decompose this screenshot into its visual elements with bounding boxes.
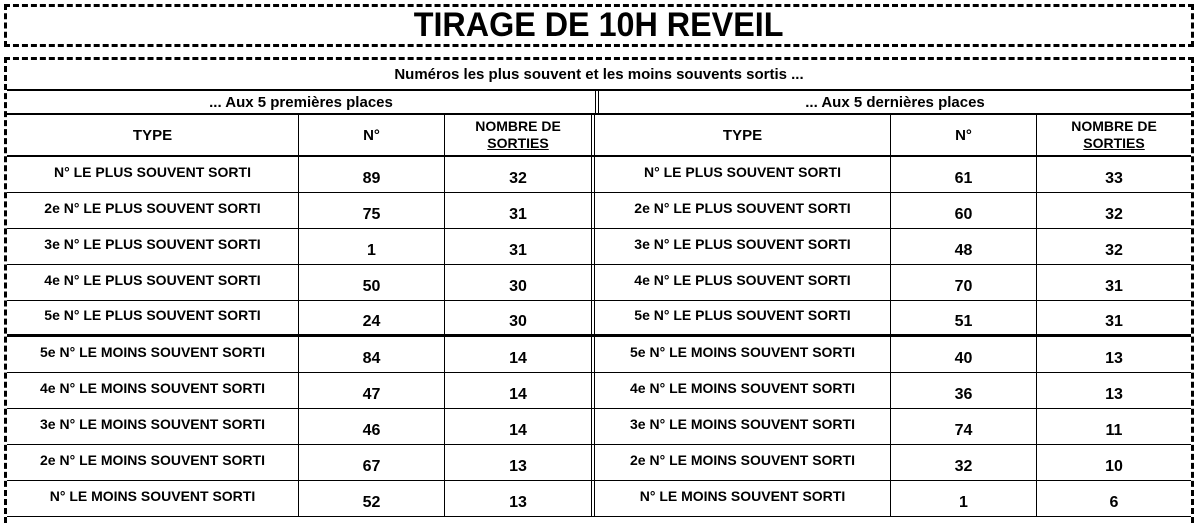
row-count-left: 13 — [445, 481, 595, 516]
column-header-count-line2: SORTIES — [487, 135, 549, 151]
row-number-left: 47 — [299, 373, 445, 408]
row-type-right: 5e N° LE MOINS SOUVENT SORTI — [595, 337, 891, 372]
row-type-left: 5e N° LE MOINS SOUVENT SORTI — [7, 337, 299, 372]
row-count-right: 6 — [1109, 493, 1119, 511]
row-number-left: 24 — [299, 301, 445, 334]
row-type-left: 4e N° LE PLUS SOUVENT SORTI — [7, 265, 299, 300]
row-type-right: 3e N° LE MOINS SOUVENT SORTI — [595, 409, 891, 444]
row-count-right: 32 — [1105, 205, 1123, 223]
row-number-right: 48 — [891, 229, 1037, 264]
row-type-right: 4e N° LE PLUS SOUVENT SORTI — [595, 265, 891, 300]
row-type-left: N° LE MOINS SOUVENT SORTI — [7, 481, 299, 516]
row-count-left: 31 — [445, 193, 595, 228]
column-header-num-left: N° — [299, 115, 445, 155]
row-count-left: 13 — [445, 445, 595, 480]
section-headings-row — [7, 91, 1191, 115]
row-type-right: 2e N° LE MOINS SOUVENT SORTI — [595, 445, 891, 480]
row-number-right: 1 — [891, 481, 1037, 516]
row-type-left: 5e N° LE PLUS SOUVENT SORTI — [7, 301, 299, 334]
column-header-type-right: TYPE — [595, 115, 891, 155]
table-subtitle: Numéros les plus souvent et les moins souvents sortis ... — [394, 66, 804, 83]
row-count-left: 30 — [445, 265, 595, 300]
row-count-left: 14 — [445, 409, 595, 444]
row-count-right: 33 — [1105, 169, 1123, 187]
row-count-right: 31 — [1105, 277, 1123, 295]
row-type-right: N° LE PLUS SOUVENT SORTI — [595, 157, 891, 192]
row-count-right: 31 — [1105, 312, 1123, 330]
row-number-right: 40 — [891, 337, 1037, 372]
column-header-num-right: N° — [891, 115, 1037, 155]
row-type-right: 2e N° LE PLUS SOUVENT SORTI — [595, 193, 891, 228]
left-section-heading: ... Aux 5 premières places — [7, 91, 599, 113]
row-type-left: N° LE PLUS SOUVENT SORTI — [7, 157, 299, 192]
row-count-left: 14 — [445, 373, 595, 408]
row-type-left: 2e N° LE MOINS SOUVENT SORTI — [7, 445, 299, 480]
row-number-right: 51 — [891, 301, 1037, 334]
row-number-left: 50 — [299, 265, 445, 300]
table-row — [7, 337, 1191, 373]
row-number-left: 75 — [299, 193, 445, 228]
row-type-left: 2e N° LE PLUS SOUVENT SORTI — [7, 193, 299, 228]
row-type-right: N° LE MOINS SOUVENT SORTI — [595, 481, 891, 516]
row-type-right: 4e N° LE MOINS SOUVENT SORTI — [595, 373, 891, 408]
stats-table — [4, 57, 1194, 523]
table-row — [7, 301, 1191, 337]
row-count-left: 32 — [445, 157, 595, 192]
row-type-right: 5e N° LE PLUS SOUVENT SORTI — [595, 301, 891, 334]
table-row — [7, 445, 1191, 481]
row-count-left: 30 — [445, 301, 595, 334]
right-section-heading: ... Aux 5 dernières places — [805, 93, 985, 111]
row-number-right: 36 — [891, 373, 1037, 408]
row-number-right: 74 — [891, 409, 1037, 444]
row-count-right: 13 — [1105, 349, 1123, 367]
column-header-count-right — [1037, 115, 1191, 155]
table-row — [7, 157, 1191, 193]
table-row — [7, 265, 1191, 301]
column-headers-row — [7, 115, 1191, 157]
row-number-right: 60 — [891, 193, 1037, 228]
row-count-left: 14 — [445, 337, 595, 372]
table-subtitle-row — [7, 60, 1191, 91]
table-row — [7, 481, 1191, 517]
row-count-right: 13 — [1105, 385, 1123, 403]
table-row — [7, 373, 1191, 409]
row-number-right: 32 — [891, 445, 1037, 480]
column-header-count-line2: SORTIES — [1083, 135, 1145, 151]
column-header-count-left — [445, 115, 595, 155]
row-number-left: 1 — [299, 229, 445, 264]
row-type-left: 3e N° LE PLUS SOUVENT SORTI — [7, 229, 299, 264]
row-number-left: 67 — [299, 445, 445, 480]
title-box — [4, 4, 1194, 47]
row-type-left: 4e N° LE MOINS SOUVENT SORTI — [7, 373, 299, 408]
column-header-type-left: TYPE — [7, 115, 299, 155]
table-row — [7, 229, 1191, 265]
row-number-right: 70 — [891, 265, 1037, 300]
row-count-left: 31 — [445, 229, 595, 264]
table-row — [7, 193, 1191, 229]
row-number-left: 84 — [299, 337, 445, 372]
row-count-right: 32 — [1105, 241, 1123, 259]
row-type-right: 3e N° LE PLUS SOUVENT SORTI — [595, 229, 891, 264]
page-title: TIRAGE DE 10H REVEIL — [414, 6, 784, 44]
row-count-right: 11 — [1105, 421, 1123, 439]
row-number-left: 52 — [299, 481, 445, 516]
row-number-right: 61 — [891, 157, 1037, 192]
row-type-left: 3e N° LE MOINS SOUVENT SORTI — [7, 409, 299, 444]
row-number-left: 46 — [299, 409, 445, 444]
column-header-count-line1: NOMBRE DE — [1071, 118, 1157, 134]
table-row — [7, 409, 1191, 445]
row-count-right: 10 — [1105, 457, 1123, 475]
row-number-left: 89 — [299, 157, 445, 192]
column-header-count-line1: NOMBRE DE — [475, 118, 561, 134]
